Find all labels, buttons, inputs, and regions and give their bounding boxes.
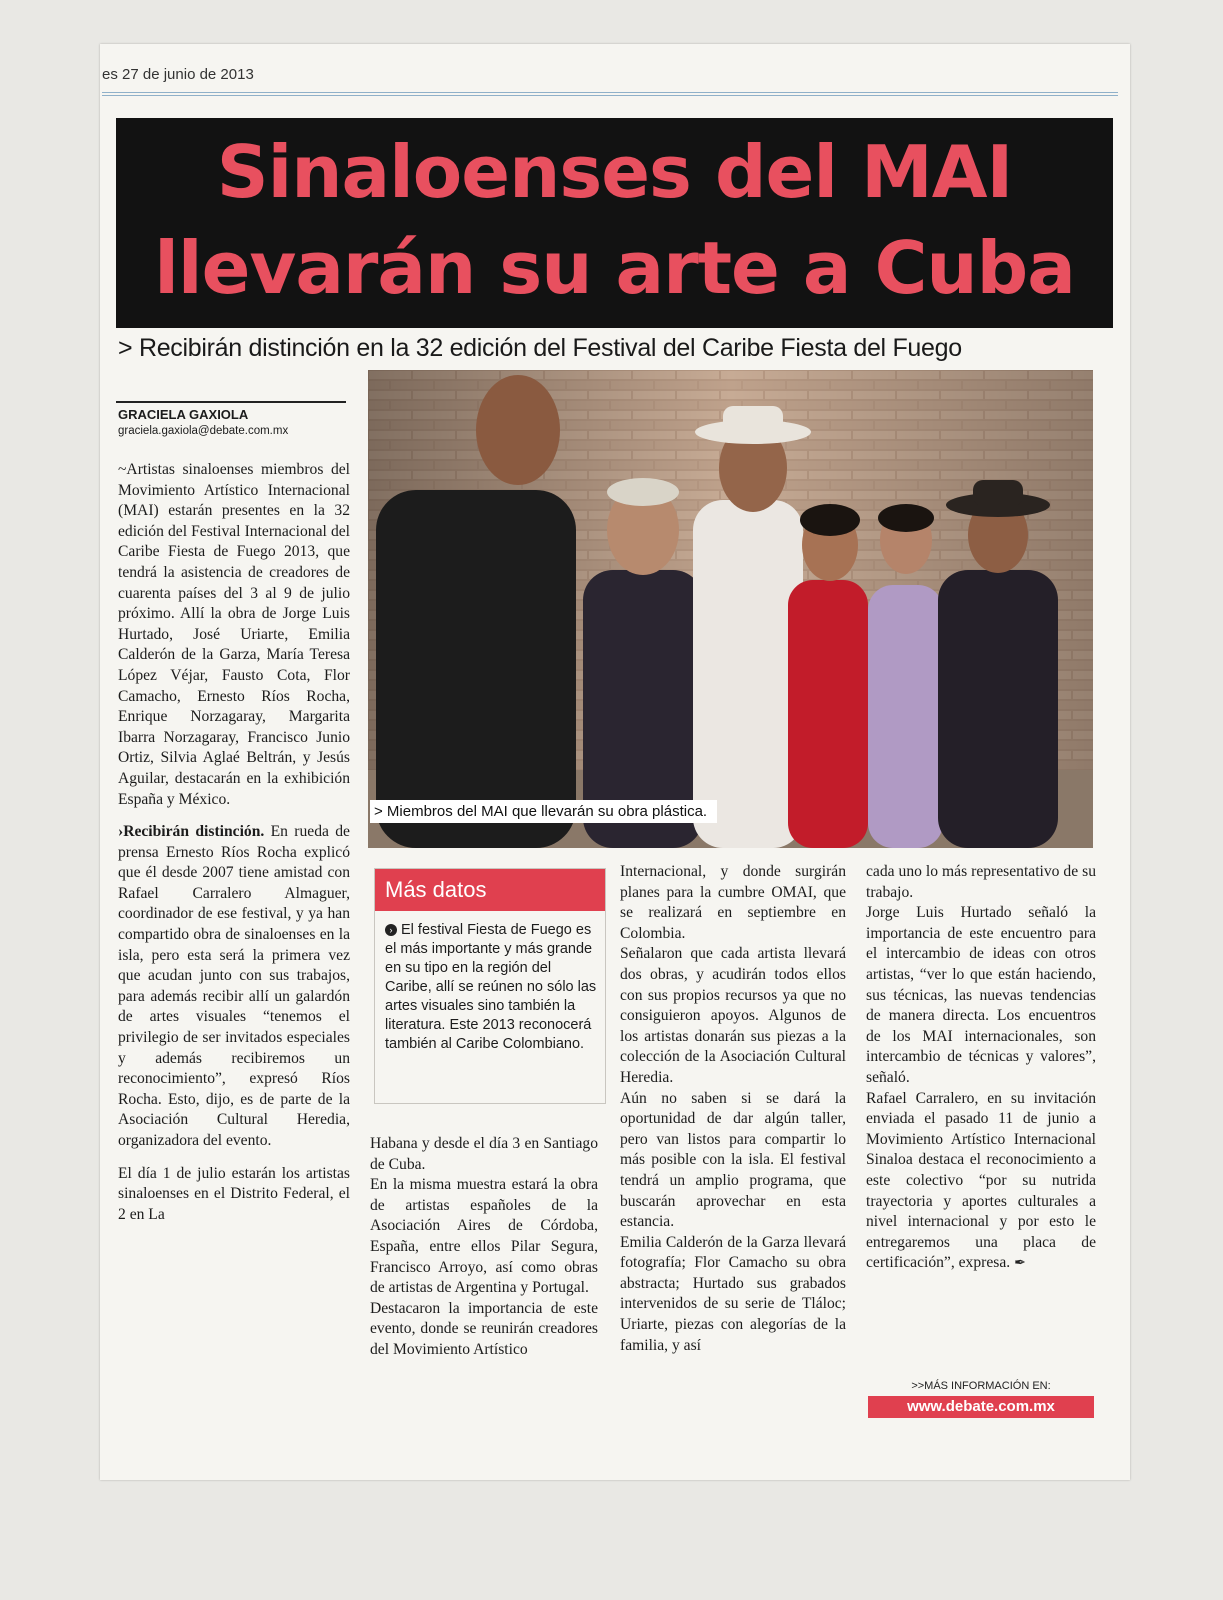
paragraph xyxy=(118,822,350,1152)
arrow-bullet-icon: › xyxy=(385,924,397,936)
photo-illustration xyxy=(368,370,1093,848)
headline xyxy=(116,124,1113,316)
sidebar-title: Más datos xyxy=(375,869,605,911)
paragraph-text: En rueda de prensa Ernesto Ríos Rocha explicó que él desde 2007 tiene amistad con Rafael Carralero Almaguer, coordinador de ese festival, y ya han compartido obra de sinaloenses en la isla, pero esta será la primera vez que acudan junto con sus trabajos, para además recibir allí un galardón de artes visuales “tenemos el privilegio de ser invitados especiales y además recibiremos un reconocimiento”, expresó Ríos Rocha. Esto, dijo, es de parte de la Asociación Cultural Heredia, organizadora del evento. xyxy=(118,823,350,1149)
paragraph xyxy=(866,1089,1096,1275)
paragraph: Señalaron que cada artista llevará dos obras, y acudirán todos ellos con sus propios recursos ya que no consiguieron apoyos. Algunos de los artistas donarán sus piezas a la colección de la Asociación Cultural Heredia. xyxy=(620,945,846,1086)
issue-date: es 27 de junio de 2013 xyxy=(102,66,254,83)
headline-banner xyxy=(116,118,1113,328)
article-column-1 xyxy=(118,460,350,1225)
paragraph: Aún no saben si se dará la oportunidad de dar algún taller, pero van listos para compartir lo más posible con la isla. El festival tendrá un amplio programa, que buscarán aprovechar en esta estancia. xyxy=(620,1089,846,1231)
sidebar-text: El festival Fiesta de Fuego es el más importante y más grande en su tipo en la región del Caribe, allí se reúnen no sólo las artes visuales sino también la literatura. Este 2013 reconocerá también al Caribe Colombiano. xyxy=(385,922,597,1052)
more-info-label: >>MÁS INFORMACIÓN EN: xyxy=(911,1380,1051,1392)
header-rule xyxy=(102,92,1118,96)
sidebar-body xyxy=(375,911,605,1054)
subheadline: > Recibirán distinción en la 32 edición del Festival del Caribe Fiesta del Fuego xyxy=(118,334,962,362)
paragraph: El día 1 de julio estarán los artistas sinaloenses en el Distrito Federal, el 2 en La xyxy=(118,1164,350,1223)
headline-line-2: llevarán su arte a Cuba xyxy=(154,226,1075,310)
paragraph: Habana y desde el día 3 en Santiago de Cuba. xyxy=(370,1135,598,1173)
article-column-3 xyxy=(620,862,846,1356)
paragraph: Destacaron la importancia de este evento, donde se reunirán creadores del Movimiento Artístico xyxy=(370,1299,598,1358)
article-column-4 xyxy=(866,862,1096,1275)
article-column-2 xyxy=(370,1134,598,1361)
paragraph: Jorge Luis Hurtado señaló la importancia de este encuentro para el intercambio de ideas con otros artistas, “ver lo que están haciendo, sus técnicas, las nuevas tendencias de manera directa. Los encuentros de los MAI internacionales, son intercambio de técnicas y valores”, señaló. xyxy=(866,904,1096,1086)
paragraph: cada uno lo más representativo de su trabajo. xyxy=(866,863,1096,901)
byline-author: GRACIELA GAXIOLA xyxy=(118,407,249,422)
end-mark-icon: ✒ xyxy=(1014,1256,1026,1272)
paragraph: ~Artistas sinaloenses miembros del Movimiento Artístico Internacional (MAI) estarán presentes en la 32 edición del Festival Internacional del Caribe Fiesta de Fuego 2013, que tendrá la asistencia de creadores de cuarenta países del 3 al 9 de julio próximo. Allí la obra de Jorge Luis Hurtado, José Uriarte, Emilia Calderón de la Garza, María Teresa López Véjar, Fausto Cota, Flor Camacho, Ernesto Ríos Rocha, Enrique Norzagaray, Margarita Ibarra Norzagaray, Francisco Junio Ortiz, Silvia Aglaé Beltrán, y Jesús Aguilar, destacarán en la exhibición España y México. xyxy=(118,461,350,808)
group-photo xyxy=(368,370,1093,848)
headline-line-1: Sinaloenses del MAI xyxy=(216,130,1013,214)
website-link[interactable]: www.debate.com.mx xyxy=(868,1396,1094,1418)
byline-rule xyxy=(116,401,346,403)
paragraph: En la misma muestra estará la obra de artistas españoles de la Asociación Aires de Córdoba, España, entre ellos Pilar Segura, Francisco Arroyo, así como obras de artistas de Argentina y Portugal. xyxy=(370,1176,598,1297)
sidebar-box xyxy=(374,868,606,1104)
paragraph-text: Rafael Carralero, en su invitación enviada el pasado 11 de junio a Movimiento Artístico Internacional Sinaloa destaca el reconocimiento a este colectivo “por su nutrida trayectoria y aportes culturales a nivel internacional y por esto le entregaremos una placa de certificación”, expresa. xyxy=(866,1089,1096,1272)
section-lead: ›Recibirán distinción. xyxy=(118,823,265,841)
paragraph: Emilia Calderón de la Garza llevará fotografía; Flor Camacho su obra abstracta; Hurtado sus grabados intervenidos de su serie de Tláloc; Uriarte, piezas con alegorías de la familia, y así xyxy=(620,1233,846,1354)
photo-caption: > Miembros del MAI que llevarán su obra plástica. xyxy=(370,800,717,823)
byline-email: graciela.gaxiola@debate.com.mx xyxy=(118,425,289,437)
paragraph: Internacional, y donde surgirán planes para la cumbre OMAI, que se realizará en septiembre en Colombia. xyxy=(620,863,846,942)
